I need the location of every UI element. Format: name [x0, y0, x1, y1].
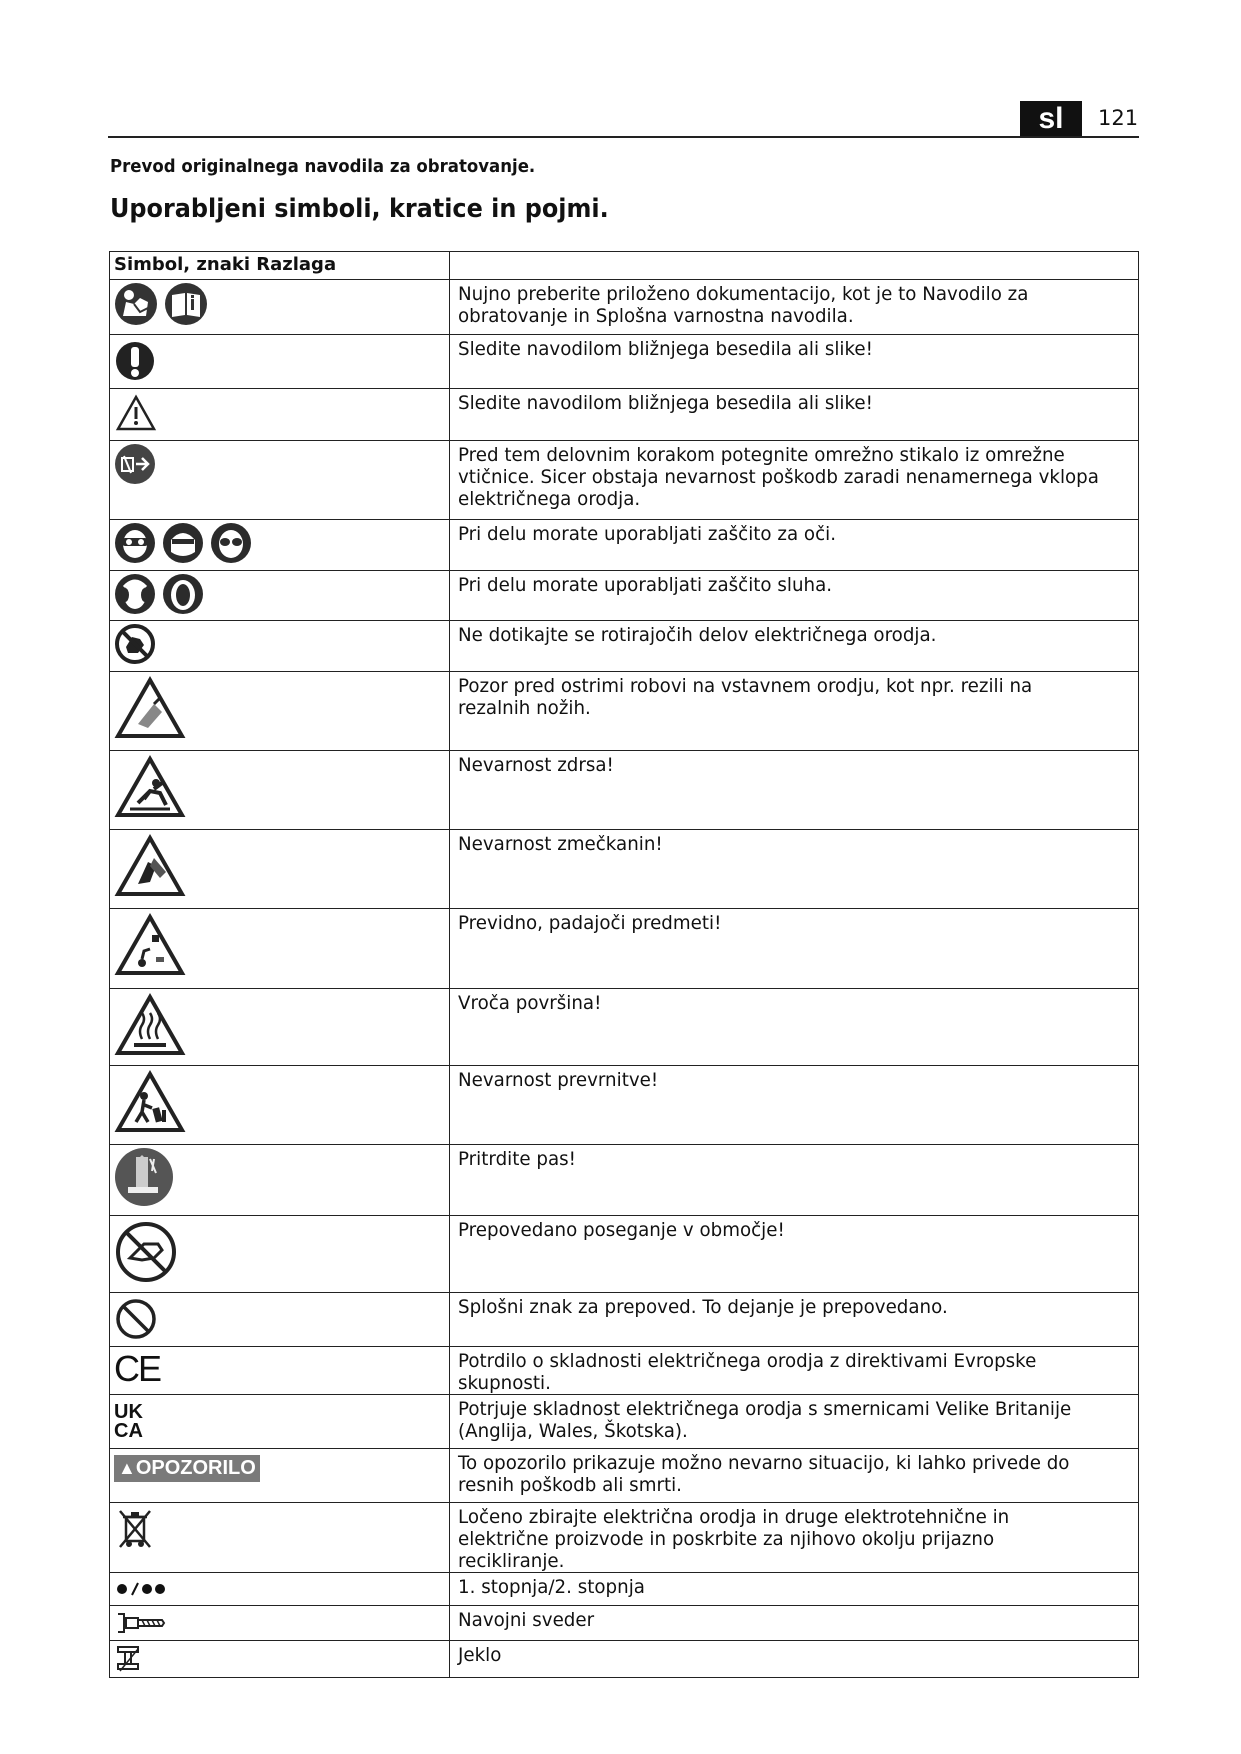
symbol-cell	[110, 830, 450, 909]
row-description: Nevarnost prevrnitve!	[458, 1069, 659, 1091]
symbol-cell	[110, 1573, 450, 1606]
twist-drill-icon	[114, 1608, 168, 1636]
symbol-cell	[110, 280, 450, 335]
row-description: Ne dotikajte se rotirajočih delov električnega orodja.	[458, 624, 937, 646]
ear-plugs-icon	[162, 573, 204, 615]
table-row	[110, 1449, 1139, 1503]
ce-mark-icon: CE	[114, 1348, 161, 1389]
symbol-cell	[110, 751, 450, 830]
symbol-cell	[110, 672, 450, 751]
row-description: Prepovedano poseganje v območje!	[458, 1219, 785, 1241]
symbol-cell	[110, 1066, 450, 1145]
row-description: Navojni sveder	[458, 1609, 595, 1631]
table-row	[110, 830, 1139, 909]
table-row	[110, 389, 1139, 441]
table-row	[110, 1347, 1139, 1395]
symbol-cell	[110, 1641, 450, 1678]
table-row	[110, 1216, 1139, 1293]
row-description: To opozorilo prikazuje možno nevarno situacijo, ki lahko privede do resnih poškodb ali smrti.	[458, 1452, 1070, 1496]
row-description: Jeklo	[458, 1644, 502, 1666]
table-header-row	[110, 252, 1139, 280]
symbol-cell	[110, 1449, 450, 1503]
row-description: Pri delu morate uporabljati zaščito sluha.	[458, 574, 833, 596]
row-description: 1. stopnja/2. stopnja	[458, 1576, 645, 1598]
row-description: Pozor pred ostrimi robovi na vstavnem orodju, kot npr. rezili na rezalnih nožih.	[458, 675, 1033, 719]
safety-glasses-icon	[210, 522, 252, 564]
no-reaching-icon	[114, 1218, 178, 1282]
symbol-cell	[110, 1503, 450, 1573]
no-touch-rotating-icon	[114, 623, 156, 665]
ear-muffs-icon	[114, 573, 156, 615]
ukca-top-label: UK	[114, 1401, 143, 1423]
unplug-mains-icon	[114, 443, 156, 485]
table-row	[110, 335, 1139, 389]
header-rule	[108, 136, 1139, 138]
table-row	[110, 571, 1139, 621]
stage-dots-icon	[114, 1575, 178, 1601]
crush-hazard-icon	[114, 832, 186, 902]
table-row	[110, 909, 1139, 989]
symbol-cell	[110, 1395, 450, 1449]
row-description: Nevarnost zmečkanin!	[458, 833, 663, 855]
symbols-table	[109, 251, 1139, 1678]
hot-surface-icon	[114, 991, 186, 1061]
face-shield-icon	[162, 522, 204, 564]
column-header-empty	[450, 252, 1139, 280]
row-description: Sledite navodilom bližnjega besedila ali slike!	[458, 392, 873, 414]
row-description: Nujno preberite priloženo dokumentacijo, kot je to Navodilo za obratovanje in Splošna varnostna navodila.	[458, 283, 1029, 327]
warning-banner-label: OPOZORILO	[135, 1457, 256, 1479]
slip-hazard-icon	[114, 753, 186, 823]
row-description: Potrdilo o skladnosti električnega orodja z direktivami Evropske skupnosti.	[458, 1350, 1037, 1394]
info-book-icon	[164, 282, 208, 326]
read-manual-icon	[114, 282, 158, 326]
symbol-cell	[110, 989, 450, 1066]
symbol-cell	[110, 1216, 450, 1293]
steel-icon	[114, 1643, 144, 1673]
table-row	[110, 672, 1139, 751]
ukca-bottom-label: CA	[114, 1420, 143, 1442]
row-description: Ločeno zbirajte električna orodja in druge elektrotehnične in električne proizvode in poskrbite za njihovo okolju prijazno recikliranje.	[458, 1506, 1010, 1572]
language-badge: sl	[1020, 101, 1082, 136]
symbol-cell	[110, 621, 450, 672]
symbol-cell	[110, 1293, 450, 1347]
symbol-cell	[110, 1347, 450, 1395]
symbol-cell	[110, 389, 450, 441]
mandatory-exclamation-icon	[114, 337, 156, 381]
table-row	[110, 1066, 1139, 1145]
table-row	[110, 989, 1139, 1066]
row-description: Splošni znak za prepoved. To dejanje je prepovedano.	[458, 1296, 948, 1318]
page-number: 121	[1098, 106, 1139, 130]
symbol-cell	[110, 1606, 450, 1641]
table-row	[110, 1606, 1139, 1641]
table-row	[110, 621, 1139, 672]
table-row	[110, 751, 1139, 830]
row-description: Pred tem delovnim korakom potegnite omrežno stikalo iz omrežne vtičnice. Sicer obstaja nevarnost poškodb zaradi nenamernega vklopa električnega orodja.	[458, 444, 1099, 510]
symbol-cell	[110, 520, 450, 571]
safety-goggles-icon	[114, 522, 156, 564]
symbol-cell	[110, 441, 450, 520]
symbol-cell	[110, 335, 450, 389]
ukca-mark-icon	[114, 1403, 445, 1441]
row-description: Pri delu morate uporabljati zaščito za oči.	[458, 523, 836, 545]
row-description: Previdno, padajoči predmeti!	[458, 912, 722, 934]
row-description: Sledite navodilom bližnjega besedila ali slike!	[458, 338, 873, 360]
row-description: Nevarnost zdrsa!	[458, 754, 614, 776]
warning-triangle-small-icon: ▲	[118, 1458, 136, 1478]
section-title: Uporabljeni simboli, kratice in pojmi.	[110, 194, 609, 224]
row-description: Vroča površina!	[458, 992, 602, 1014]
row-description: Potrjuje skladnost električnega orodja s smernicami Velike Britanije (Anglija, Wales, Škotska).	[458, 1398, 1072, 1442]
document-subtitle: Prevod originalnega navodila za obratovanje.	[110, 156, 536, 177]
symbol-cell	[110, 1145, 450, 1216]
row-description: Pritrdite pas!	[458, 1148, 576, 1170]
table-row	[110, 1145, 1139, 1216]
table-row	[110, 1395, 1139, 1449]
prohibition-icon	[114, 1295, 158, 1339]
weee-bin-icon	[114, 1505, 156, 1551]
table-row	[110, 1293, 1139, 1347]
column-header: Simbol, znaki Razlaga	[110, 252, 450, 280]
fasten-belt-icon	[114, 1147, 174, 1207]
symbol-cell	[110, 909, 450, 989]
falling-objects-icon	[114, 911, 186, 981]
table-row	[110, 520, 1139, 571]
warning-banner	[114, 1455, 260, 1482]
table-row	[110, 1573, 1139, 1606]
symbol-cell	[110, 571, 450, 621]
table-row	[110, 441, 1139, 520]
tipping-hazard-icon	[114, 1068, 186, 1138]
warning-triangle-icon	[114, 391, 158, 435]
table-row	[110, 280, 1139, 335]
table-row	[110, 1641, 1139, 1678]
sharp-edges-warning-icon	[114, 674, 186, 744]
table-row	[110, 1503, 1139, 1573]
